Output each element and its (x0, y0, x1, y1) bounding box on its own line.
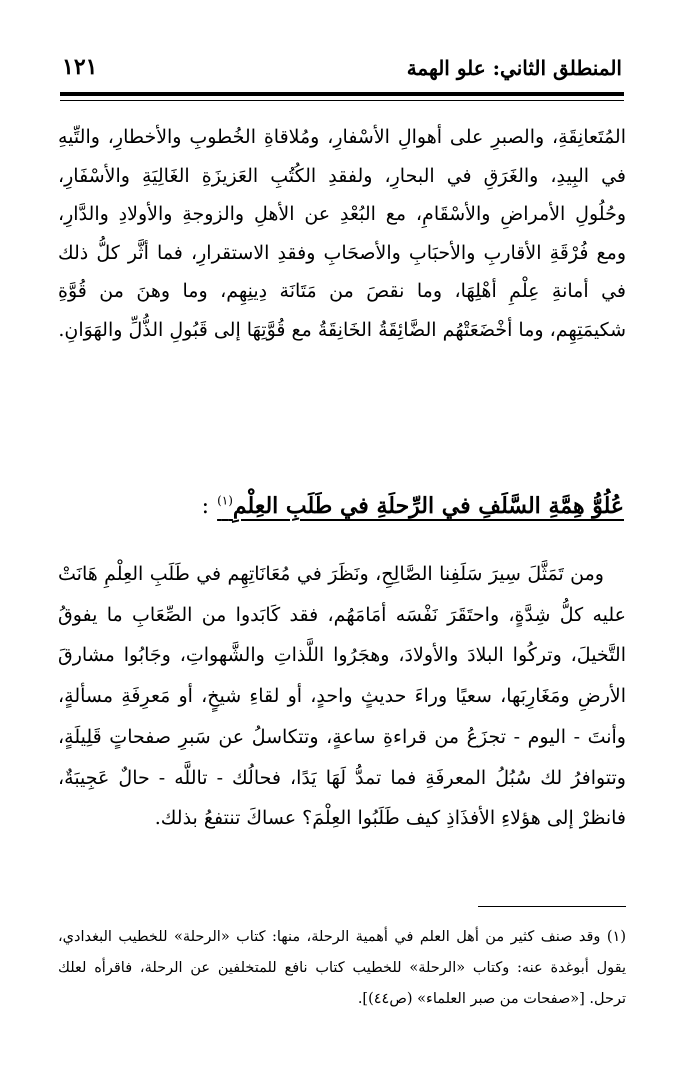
footnote-marker: (١) (217, 493, 233, 508)
page-number: ١٢١ (62, 54, 98, 80)
page-header (62, 50, 622, 90)
header-rule-thin (60, 100, 624, 101)
body-paragraph-1: المُتَعانِقَةِ، والصبرِ على أهوالِ الأسْفارِ، ومُلاقاةِ الخُطوبِ والأخطارِ، والتِّيهِ في البِيدِ، والغَرَقِ في البحارِ، ولفقدِ الكُتُبِ العَزيزَةِ الغَالِيَةِ والأسْفَارِ، وحُلُولِ الأمراضِ والأسْقَامِ، مع البُعْدِ عن الأهلِ والزوجةِ والأولادِ والدَّارِ، ومع فُرْقَةِ الأقاربِ والأحبَابِ والأصحَابِ وفقدِ الاستقرارِ، فما أثَّر كلُّ ذلك في أمانةِ عِلْمِ أهْلِهَا، وما نقصَ من مَتَانَة دِينِهِم، وما وهنَ من قُوَّةِ شكيمَتِهِم، وما أخْضَعَتْهُم الضَّائِقَةُ الخَانِقَةُ مع قُوَّتِهَا إلى قَبُولِ الذُّلِّ والهَوَانِ. (58, 126, 626, 341)
header-rule-thick (60, 92, 624, 96)
footnote: (١) وقد صنف كثير من أهل العلم في أهمية الرحلة، منها: كتاب «الرحلة» للخطيب البغدادي، يقول أبوغدة عنه: وكتاب «الرحلة» للخطيب كتاب نافع للمتخلفين عن الرحلة، فاقرأه لعلك ترحل. [«صفحات من صبر العلماء» (ص٤٤)]. (58, 929, 626, 1007)
section-heading (58, 493, 624, 519)
section-heading-text: عُلُوُّ هِمَّةِ السَّلَفِ في الرِّحلَةِ في طَلَبِ العِلْمِ (232, 493, 624, 519)
heading-colon: : (201, 494, 210, 519)
running-title: المنطلق الثاني: علو الهمة (406, 56, 622, 80)
body-paragraph-2: ومن تَمَثَّلَ سِيرَ سَلَفِنا الصَّالِحِ، ونَظَرَ في مُعَانَاتِهِم في طَلَبِ العِلْمِ هَانَتْ عليه كلُّ شِدَّةٍ، واحتَقَرَ نَفْسَه أمَامَهُم، فقد كَابَدوا من الصِّعَابِ ما يفوقُ التَّخيلَ، وتركُوا البلادَ والأولادَ، وهجَرُوا اللَّذاتِ والشَّهواتِ، وجَابُوا مشارقَ الأرضِ ومَغَارِبَها، سعيًا وراءَ حديثٍ واحدٍ، أو لقاءِ شيخٍ، أو مَعرِفَةِ مسألةٍ، وأنتَ - اليوم - تجزَعُ من قراءةِ ساعةٍ، وتتكاسلُ عن سَبرِ صفحاتٍ قَلِيلَةٍ، وتتوافرُ لك سُبُلُ المعرفَةِ فما تمدُّ لَهَا يَدًا، فحالُك - تاللَّه - حالٌ عَجِيبَةٌ، فانظرْ إلى هؤلاءِ الأفذَاذِ كيف طَلَبُوا العِلْمَ؟ عساكَ تنتفعُ بذلك. (58, 563, 626, 830)
footnote-separator (478, 906, 626, 907)
